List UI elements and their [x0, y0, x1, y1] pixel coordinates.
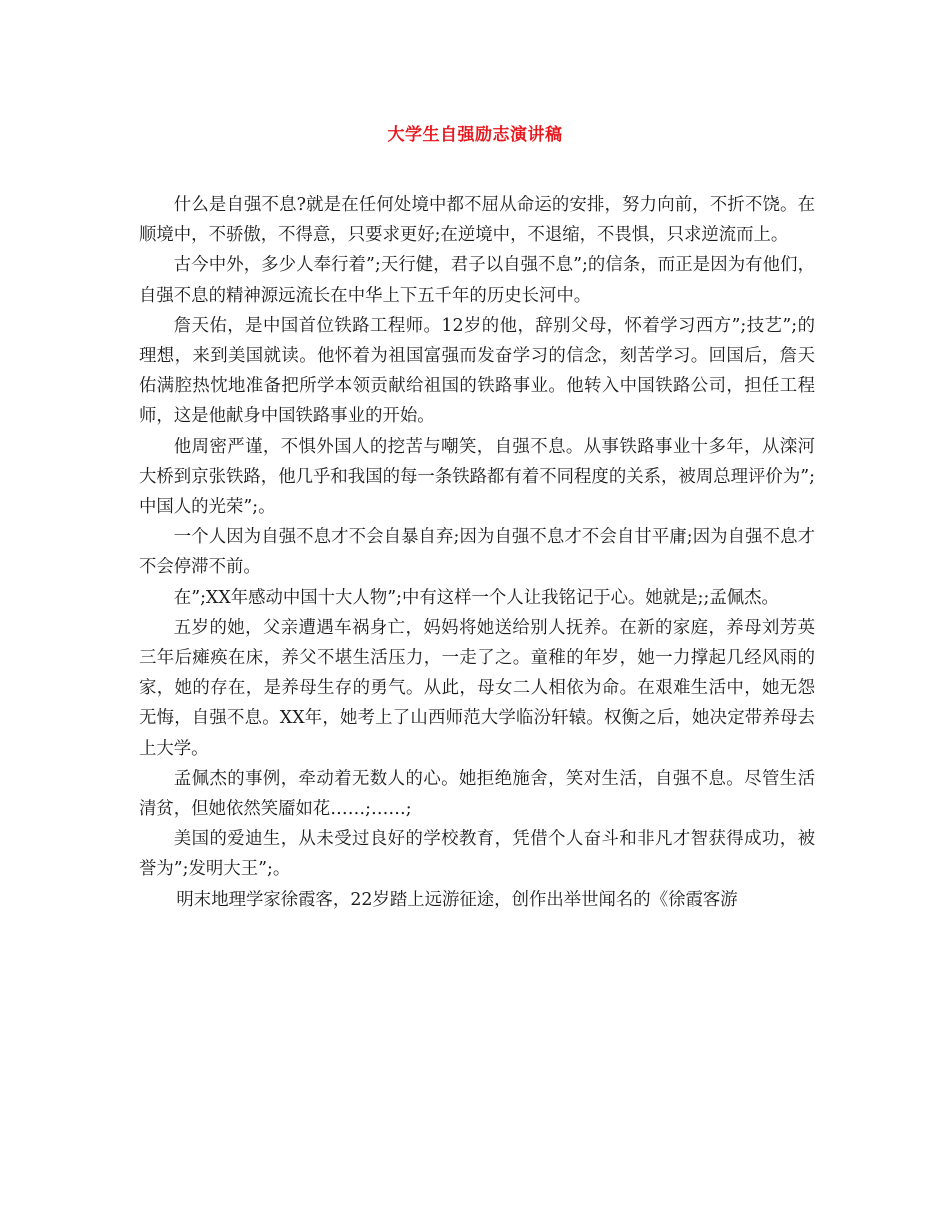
paragraph: 在”;XX年感动中国十大人物”;中有这样一个人让我铭记于心。她就是;;孟佩杰。	[173, 587, 779, 608]
paragraph: 古今中外，多少人奉行着”;天行健，君子以自强不息”;的信条，而正是因为有他们，自强不息的精神源远流长在中华上下五千年的历史长河中。	[139, 255, 815, 306]
paragraph: 美国的爱迪生，从未受过良好的学校教育，凭借个人奋斗和非凡才智获得成功，被誉为”;发明大王”;。	[139, 829, 815, 880]
paragraph: 什么是自强不息?就是在任何处境中都不屈从命运的安排，努力向前，不折不饶。在顺境中，不骄傲，不得意，只要求更好;在逆境中，不退缩，不畏惧，只求逆流而上。	[139, 195, 815, 246]
document-body	[139, 190, 815, 915]
paragraph: 他周密严谨，不惧外国人的挖苦与嘲笑，自强不息。从事铁路事业十多年，从滦河大桥到京张铁路，他几乎和我国的每一条铁路都有着不同程度的关系，被周总理评价为”;中国人的光荣”;。	[139, 436, 815, 518]
document-title: 大学生自强励志演讲稿	[387, 125, 563, 145]
paragraph: 明末地理学家徐霞客，22岁踏上远游征途，创作出举世闻名的《徐霞客游	[176, 889, 738, 910]
paragraph: 詹天佑，是中国首位铁路工程师。12岁的他，辞别父母，怀着学习西方”;技艺”;的理想，来到美国就读。他怀着为祖国富强而发奋学习的信念，刻苦学习。回国后，詹天佑满腔热忱地准备把所学本领贡献给祖国的铁路事业。他转入中国铁路公司，担任工程师，这是他献身中国铁路事业的开始。	[139, 315, 815, 427]
paragraph: 一个人因为自强不息才不会自暴自弃;因为自强不息才不会自甘平庸;因为自强不息才不会停滞不前。	[139, 527, 815, 578]
paragraph: 孟佩杰的事例，牵动着无数人的心。她拒绝施舍，笑对生活，自强不息。尽管生活清贫，但她依然笑靥如花……;……;	[139, 768, 815, 820]
paragraph: 五岁的她，父亲遭遇车祸身亡，妈妈将她送给别人抚养。在新的家庭，养母刘芳英三年后瘫痪在床，养父不堪生活压力，一走了之。童稚的年岁，她一力撑起几经风雨的家，她的存在，是养母生存的勇气。从此，母女二人相依为命。在艰难生活中，她无怨无悔，自强不息。XX年，她考上了山西师范大学临汾轩辕。权衡之后，她决定带养母去上大学。	[139, 617, 815, 759]
